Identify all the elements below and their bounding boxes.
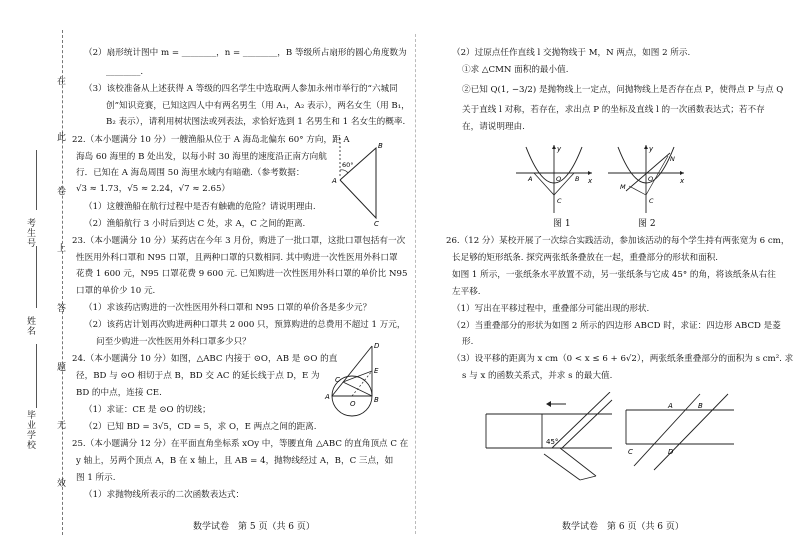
q24-figure: [316, 340, 388, 420]
binding-dashed-line: [62, 30, 63, 535]
fig1-O-label: O: [556, 175, 562, 183]
q21-3-line: B₂ 表示），请利用树状图法或列表法，求恰好选到 1 名男生和 1 名女生的概率.: [106, 117, 406, 127]
q23-line: 性医用外科口罩和 N95 口罩，且两种口罩的只数相同. 其中购进一次性医用外科口罩: [76, 253, 398, 263]
binding-mark: 在: [55, 76, 65, 86]
q26-3-line: （3）设平移的距离为 x cm（0 < x ≤ 6 + 6√2），两张纸条重叠部分的面积为 s cm². 求: [452, 354, 794, 364]
q24-line: BD 的中点，连接 CE.: [76, 388, 162, 398]
q26-figure-2: [624, 392, 736, 472]
binding-margin: [0, 0, 65, 560]
q25-2-line: （2）过原点任作直线 l 交抛物线于 M，N 两点，如图 2 所示.: [452, 48, 691, 58]
q22-figure: [328, 136, 384, 226]
q25-figure-2: [604, 143, 688, 215]
q22-point-C: C: [374, 220, 379, 226]
binding-field-school: 毕业学校: [25, 410, 35, 450]
q23-2-line: （2）该药店计划再次购进两种口罩共 2 000 只，预算购进的总费用不超过 1 万元，: [84, 320, 406, 330]
left-page-footer: 数学试卷 第 5 页（共 6 页）: [193, 522, 315, 532]
q25-2-2-line: 关于直线 l 对称，若存在，求出点 P 的坐标及直线 l 的一次函数表达式；若不存: [462, 105, 765, 115]
figure-caption-1: 图 1: [553, 219, 571, 229]
fig1-x-label: x: [588, 177, 593, 185]
q26-2-line: （2）当重叠部分的形状为如图 2 所示的四边形 ABCD 时，求证：四边形 ABCD 是菱: [452, 321, 781, 331]
q24-point-B: B: [374, 396, 379, 404]
q21-3-line: （3）该校准备从上述获得 A 等级的四名学生中选取两人参加永州市举行的“六城同: [84, 84, 398, 94]
q24-point-E: E: [374, 367, 379, 375]
q24-1-line: （1）求证：CE 是 ⊙O 的切线；: [84, 405, 211, 415]
binding-mark: 题: [55, 362, 65, 372]
q26-1-line: （1）写出在平移过程中，重叠部分可能出现的形状.: [452, 304, 650, 314]
fig2-M-label: M: [620, 183, 626, 191]
q22-1-line: （1）这艘渔船在航行过程中是否有触礁的危险？请说明理由.: [84, 202, 316, 212]
page-divider: [415, 34, 416, 534]
q22-angle-label: 60°: [342, 161, 354, 169]
q26-line: 左平移.: [452, 287, 481, 297]
q23-2-line: 问至少购进一次性医用外科口罩多少只？: [96, 337, 251, 347]
q22-point-A: A: [332, 177, 337, 185]
q25-line: y 轴上，另两个顶点 A，B 在 x 轴上，且 AB = 4，抛物线经过 A，B，C 三点，如: [76, 456, 394, 466]
q26-2-line: 形.: [462, 337, 474, 347]
q26-fig2-point-D: D: [668, 448, 674, 456]
q21-3-line: 创”知识竞赛，已知这四人中有两名男生（用 A₁，A₂ 表示），两名女生（用 B₁，: [106, 101, 410, 111]
figure-caption-2: 图 2: [638, 219, 656, 229]
q22-point-B: B: [378, 142, 383, 150]
fig2-y-label: y: [649, 145, 654, 153]
binding-mark: 此: [55, 132, 65, 142]
q26-fig1-angle-label: 45°: [546, 438, 559, 446]
q26-line: 长足够的矩形纸条. 探究两张纸条叠放在一起，重叠部分的形状和面积.: [452, 253, 719, 263]
fig2-C-label: C: [649, 197, 654, 205]
binding-mark: 无: [55, 420, 65, 430]
binding-line-1: [36, 150, 37, 210]
q26-fig2-point-A: A: [668, 402, 673, 410]
q23-1-line: （1）求该药店购进的一次性医用外科口罩和 N95 口罩的单价各是多少元？: [84, 303, 372, 313]
fig2-N-label: N: [670, 155, 675, 163]
q24-point-D: D: [374, 342, 380, 350]
q24-line: 径，BD 与 ⊙O 相切于点 B，BD 交 AC 的延长线于点 D，E 为: [76, 371, 320, 381]
q26-figure-1: [484, 392, 614, 482]
fig1-C-label: C: [557, 197, 562, 205]
q26-fig2-point-C: C: [628, 448, 633, 456]
q23-line: 23.（本小题满分 10 分）某药店在今年 3 月份，购进了一批口罩，这批口罩包括有一次: [72, 236, 406, 246]
fig1-A-label: A: [528, 175, 533, 183]
q24-line: 24.（本小题满分 10 分）如图，△ABC 内接于 ⊙O，AB 是 ⊙O 的直: [72, 354, 338, 364]
q26-line: 26.（12 分）某校开展了一次综合实践活动，参加该活动的每个学生持有两张宽为 6 cm，: [446, 236, 790, 246]
binding-line-2: [36, 246, 37, 308]
q26-3-line: s 与 x 的函数关系式，并求 s 的最大值.: [462, 371, 613, 381]
q21-2-line: ________.: [106, 67, 144, 77]
q25-2-1-line: ①求 △CMN 面积的最小值.: [462, 65, 569, 75]
q22-line: 行．已知在 A 海岛周围 50 海里水域内有暗礁.（参考数据：: [76, 168, 305, 178]
q23-line: 花费 1 600 元，N95 口罩花费 9 600 元. 已知购进一次性医用外科口罩的单价比 N95: [76, 269, 408, 279]
binding-field-name: 姓名: [25, 316, 35, 336]
q22-line: √3 ≈ 1.73，√5 ≈ 2.24，√7 ≈ 2.65）: [76, 184, 231, 194]
binding-mark: 卷: [55, 186, 65, 196]
q22-2-line: （2）渔船航行 3 小时后到达 C 处，求 A，C 之间的距离.: [84, 219, 306, 229]
binding-mark: 效: [55, 478, 65, 488]
q25-2-2-line: 在，请说明理由.: [462, 122, 525, 132]
right-page-footer: 数学试卷 第 6 页（共 6 页）: [562, 522, 684, 532]
q22-line: 海岛 60 海里的 B 处出发，以每小时 30 海里的速度沿正南方向航: [76, 152, 327, 162]
binding-mark: 答: [55, 303, 65, 313]
q24-point-C: C: [335, 376, 340, 384]
q22-line: 22.（本小题满分 10 分）一艘渔船从位于 A 海岛北偏东 60° 方向，距 A: [72, 135, 350, 145]
fig2-x-label: x: [680, 177, 685, 185]
fig1-B-label: B: [575, 175, 580, 183]
binding-mark: 上: [55, 243, 65, 253]
q26-fig2-point-B: B: [698, 402, 703, 410]
q25-figure-1: [512, 143, 596, 215]
q26-line: 如图 1 所示，一张纸条水平放置不动，另一张纸条与它成 45° 的角，将该纸条从右往: [452, 270, 776, 280]
q24-point-O: O: [350, 400, 356, 408]
q25-line: 图 1 所示.: [76, 473, 116, 483]
binding-field-examno: 考生号: [25, 218, 35, 248]
binding-line-3: [36, 344, 37, 408]
q25-1-line: （1）求抛物线所表示的二次函数表达式：: [84, 490, 245, 500]
q24-point-A: A: [325, 393, 330, 401]
q21-2-line: （2）扇形统计图中 m = ________，n = ________，B 等级所占扇形的圆心角度数为: [84, 48, 407, 58]
q25-2-2-line: ②已知 Q(1, −3/2) 是抛物线上一定点，问抛物线上是否存在点 P，使得点 P 与点 Q: [462, 85, 784, 95]
q24-2-line: （2）已知 BD = 3√5，CD = 5，求 O，E 两点之间的距离.: [84, 422, 317, 432]
q23-line: 口罩的单价少 10 元.: [76, 286, 156, 296]
fig1-y-label: y: [557, 145, 562, 153]
q25-line: 25.（本小题满分 12 分）在平面直角坐标系 xOy 中，等腰直角 △ABC 的直角顶点 C 在: [72, 439, 409, 449]
fig2-O-label: O: [648, 175, 654, 183]
